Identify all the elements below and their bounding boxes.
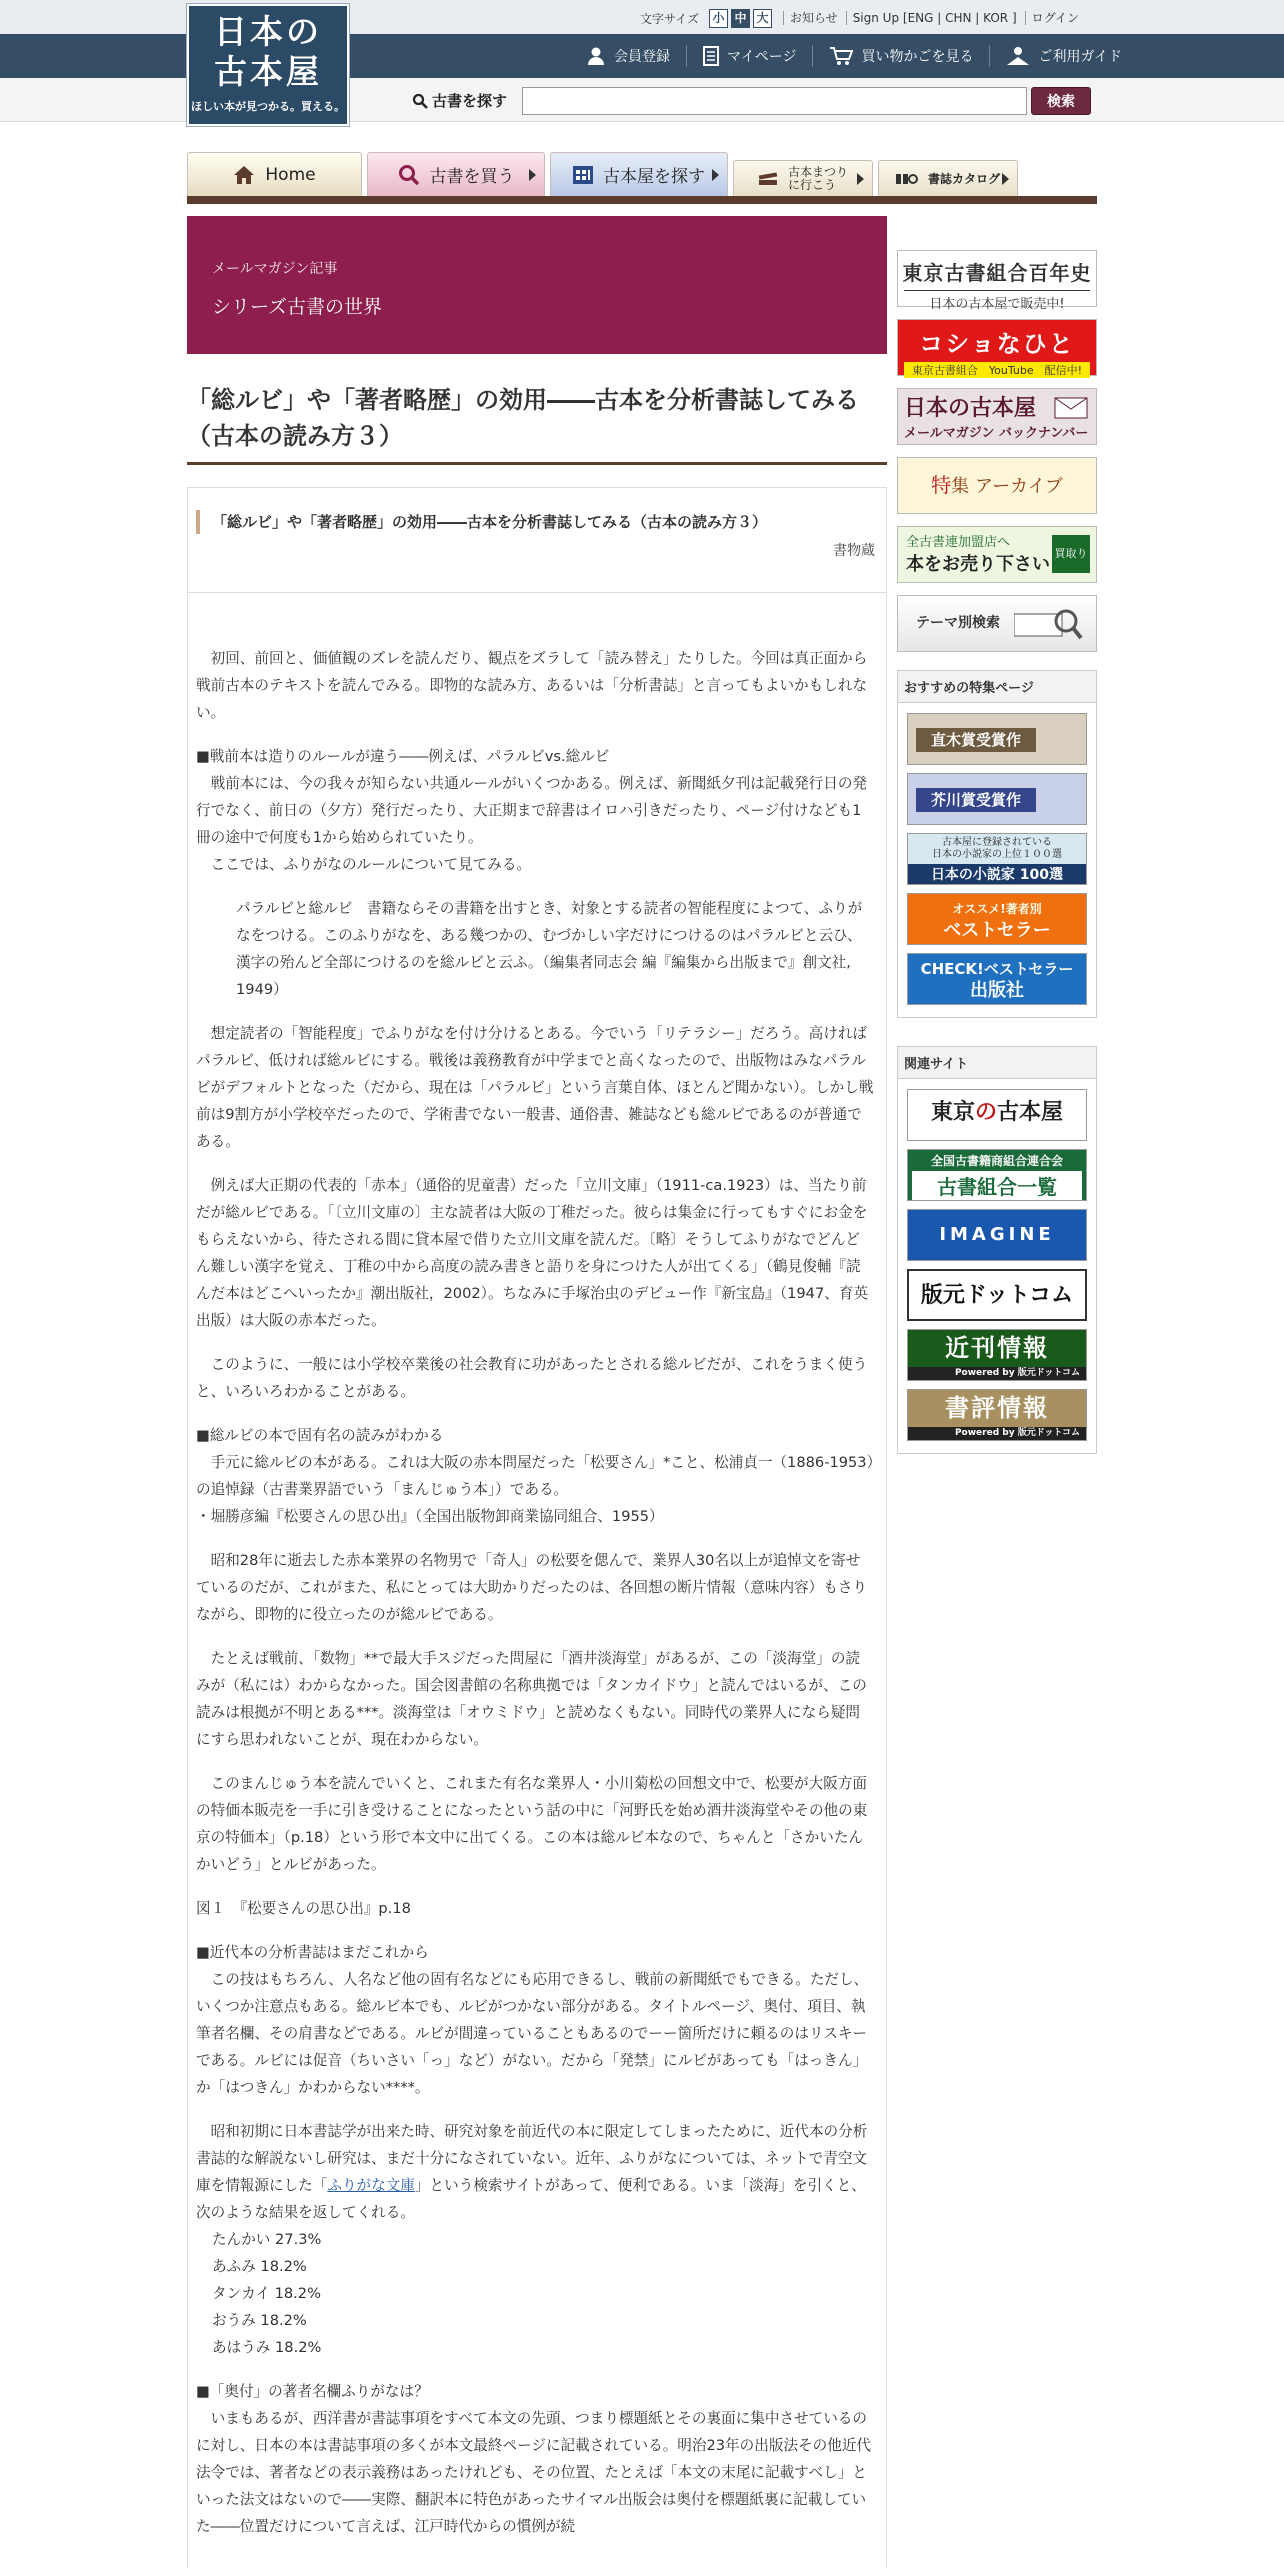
banner-text: 本をお売り下さい	[906, 554, 1050, 575]
magnifier-icon	[398, 164, 420, 186]
banner-text: 芥川賞受賞作	[916, 788, 1036, 812]
banner-text: 東京古書組合百年史	[902, 261, 1092, 285]
list-item: たんかい 27.3%	[212, 2231, 322, 2248]
paragraph: ここでは、ふりがなのルールについて見てみる。	[196, 856, 532, 873]
list-item: あふみ 18.2%	[212, 2258, 307, 2275]
banner-text: 版元ドットコム	[920, 1283, 1074, 1308]
paragraph: 想定読者の「智能程度」でふりがなを付け分けるとある。今でいう「リテラシー」だろう。高ければパラルビ、低ければ総ルビにする。戦後は義務教育が中学までと高くなったので、出版物はみなパラルビがデフォルトとなった（だから、現在は「パラルビ」という言葉自体、ほとんど聞かない）。しかし戦前は9割方が小学校卒だったので、学術書でない一般書、通俗書、雑誌なども総ルビであるのが普通である。	[196, 1025, 874, 1150]
logo-line1: 日本の	[214, 12, 322, 51]
banner-text: 特	[931, 473, 952, 497]
paragraph	[196, 2118, 874, 2226]
chevron-right-icon	[1002, 173, 1009, 185]
banner-text: CHECK!ベストセラー	[920, 960, 1074, 978]
mypage-link[interactable]	[687, 45, 813, 67]
banner-text: 書評情報	[945, 1393, 1049, 1422]
section-heading: ■「奥付」の著者名欄ふりがなは？	[196, 2383, 429, 2400]
chevron-right-icon	[529, 169, 536, 181]
section-block	[196, 1422, 874, 1530]
paragraph: このまんじゅう本を読んでいくと、これまた有名な業界人・小川菊松の回想文中で、松要が大阪方面の特価本販売を一手に引き受けることになったという話の中に「河野氏を始め酒井淡海堂やその他の東京の特価本」（p.18）という形で本文中に出てくる。この本は総ルビ本なので、ちゃんと「さかいたんかいどう」とルビがあった。	[196, 1775, 868, 1873]
banner-text: ベストセラー	[943, 920, 1051, 941]
figure-caption: 図１ 『松要さんの思ひ出』p.18	[196, 1900, 411, 1917]
font-size-small-button[interactable]: 小	[709, 9, 728, 28]
panel-heading: おすすめの特集ページ	[898, 671, 1096, 703]
paragraph: このように、一般には小学校卒業後の社会教育に功があったとされる総ルビだが、これをうまく使うと、いろいろわかることがある。	[196, 1356, 868, 1400]
search-button[interactable]: 検索	[1031, 87, 1091, 115]
tab-catalog-label: 書誌カタログ	[927, 172, 1000, 186]
banner-subtext: オススメ!著者別	[952, 902, 1042, 916]
article-body	[196, 645, 874, 2557]
font-size-label: 文字サイズ	[640, 11, 700, 26]
tab-buy-label: 古書を買う	[429, 167, 515, 187]
related-sites-panel	[897, 1046, 1097, 1454]
series-banner	[187, 216, 887, 354]
mypage-label: マイページ	[727, 49, 797, 65]
chevron-right-icon	[857, 173, 864, 185]
banner-text: コショなひと	[919, 330, 1075, 358]
guide-label: ご利用ガイド	[1038, 49, 1123, 65]
paragraph-text: 」という検索サイトがあって、便利である。いま「淡海」を引くと、次のような結果を返してくれる。	[196, 2177, 866, 2221]
guide-link[interactable]	[990, 45, 1138, 67]
title-divider	[187, 462, 887, 465]
grid-icon	[573, 166, 593, 184]
banner-mail-magazine[interactable]	[897, 388, 1097, 445]
paragraph: 初回、前回と、価値観のズレを読んだり、観点をズラして「読み替え」たりした。今回は真正面から戦前古本のテキストを読んでみる。即物的な読み方、あるいは「分析書誌」と言ってもよいかもしれない。	[196, 650, 868, 721]
section-heading: ■総ルビの本で固有名の読みがわかる	[196, 1427, 444, 1444]
tab-home-label: Home	[265, 164, 316, 185]
tab-matsuri-line1: 古本まつり	[787, 164, 848, 179]
envelope-icon	[1054, 397, 1088, 419]
member-nav	[570, 34, 1138, 78]
paragraph-text: 昭和初期に日本書誌学が出来た時、研究対象を前近代の本に限定してしまったために、近代本の分析書誌的な解説ないし研究は、まだ十分になされていない。近年、ふりがなについては、ネットで青空文庫を情報源にした「	[196, 2123, 868, 2194]
banner-text: 直木賞受賞作	[916, 728, 1036, 752]
paragraph: 手元に総ルビの本がある。これは大阪の赤本問屋だった「松要さん」*こと、松浦貞一（1886-1953）の追悼録（古書業界語でいう「まんじゅう本」）である。	[196, 1454, 874, 1498]
banner-text: 古本屋	[997, 1099, 1064, 1125]
kaitori-badge: 買取り	[1052, 535, 1090, 573]
home-icon	[233, 165, 255, 185]
banner-text: 出版社	[970, 980, 1024, 1001]
subtitle-divider	[188, 592, 886, 593]
recommended-features-panel	[897, 670, 1097, 1018]
tab-matsuri-label	[788, 166, 848, 192]
banner-publisher-bestsellers[interactable]	[907, 953, 1087, 1005]
link-kinkan-info[interactable]	[907, 1329, 1087, 1381]
magnifier-icon	[1014, 606, 1084, 642]
panel-heading: 関連サイト	[898, 1047, 1096, 1079]
guide-icon	[1006, 46, 1030, 66]
section-heading: ■戦前本は造りのルールが違う――例えば、パラルビvs.総ルビ	[196, 748, 610, 765]
paragraph: 昭和28年に逝去した赤本業界の名物男で「奇人」の松要を偲んで、業界人30名以上が追悼文を寄せているのだが、これがまた、私にとっては大助かりだったのは、各回想の断片情報（意味内容）もさりながら、即物的に役立ったのが総ルビである。	[196, 1552, 868, 1623]
cart-icon	[829, 46, 853, 66]
article-subtitle: 「総ルビ」や「著者略歴」の効用――古本を分析書誌してみる（古本の読み方３）	[196, 510, 876, 534]
document-icon	[703, 46, 719, 66]
powered-by-text: Powered by 版元ドットコム	[908, 1367, 1086, 1380]
banner-text: 集	[951, 476, 970, 497]
banner-text: テーマ別検索	[916, 615, 1000, 631]
section-heading: ■近代本の分析書誌はまだこれから	[196, 1944, 429, 1961]
banner-subtext: 東京古書組合 YouTube 配信中!	[904, 362, 1090, 378]
banner-text: の	[974, 1099, 997, 1125]
tab-matsuri-line2: に行こう	[787, 177, 836, 192]
nav-underline	[187, 196, 1097, 204]
paragraph: 例えば大正期の代表的「赤本」（通俗的児童書）だった「立川文庫」（1911-ca.1923）は、当たり前だが総ルビである。「〔立川文庫の〕主な読者は大阪の丁稚だった。彼らは集金に行ってもすぐにお金をもらえないから、待たされる間に貸本屋で借りた立川文庫を読んだ。〔略〕そうしてふりがなでどんどん難しい漢字を覚え、丁稚の中から高度の読み書きと語りを身につけた人が出てくる」（鶴見俊輔『読んだ本はどこへいったか』潮出版社，2002）。ちなみに手塚治虫のデビュー作『新宝島』（1947、育英出版）は大阪の赤本だった。	[196, 1177, 869, 1329]
paragraph: いまもあるが、西洋書が書誌事項をすべて本文の先頭、つまり標題紙とその裏面に集中させているのに対し、日本の本は書誌事項の多くが本文最終ページに記載されている。明治23年の出版法その他近代法令では、著者などの表示義務はあったけれども、その位置、たとえば「本文の末尾に記載すべし」といった法文はないので――実際、翻訳本に特色があったサイマル出版会は奥付を標題紙裏に記載していた――位置だけについて言えば、江戸時代からの慣例が続	[196, 2410, 872, 2535]
paragraph: 戦前本には、今の我々が知らない共通ルールがいくつかある。例えば、新聞紙夕刊は記載発行日の発行でなく、前日の（夕方）発行だったり、大正期まで辞書はイロハ引きだったり、ページ付けなども1冊の途中で何度も1から始められていたり。	[196, 775, 868, 846]
tab-catalog[interactable]	[878, 160, 1018, 196]
news-link[interactable]: お知らせ	[783, 11, 838, 25]
tab-matsuri[interactable]	[733, 160, 873, 196]
banner-akutagawa-prize[interactable]	[907, 773, 1087, 825]
paragraph: たとえば戦前、「数物」**で最大手スジだった問屋に「酒井淡海堂」があるが、この「淡海堂」の読みが（私には）わからなかった。国会図書館の名称典拠では「タンカイドウ」と読んではいるが、この読みは根拠が不明とある***。淡海堂は「オウミドウ」と読めなくもない。同時代の業界人になら疑問にすら思われないことが、現在わからない。	[196, 1650, 867, 1748]
utility-links	[640, 8, 1079, 28]
search-results-list	[196, 2226, 874, 2361]
books-icon	[758, 171, 778, 187]
list-item: おうみ 18.2%	[212, 2312, 307, 2329]
section-block	[196, 2378, 874, 2540]
banner-text: 全古書連加盟店へ	[906, 535, 1011, 550]
font-size-large-button[interactable]: 大	[753, 9, 772, 28]
register-label: 会員登録	[614, 49, 670, 65]
banner-theme-search[interactable]	[897, 595, 1097, 652]
login-link[interactable]: ログイン	[1025, 11, 1079, 25]
citation: ・堀勝彦編『松要さんの思ひ出』（全国出版物卸商業協同組合、1955）	[196, 1508, 664, 1525]
list-item: タンカイ 18.2%	[212, 2285, 321, 2302]
cart-label: 買い物かごを見る	[861, 49, 974, 65]
section-block	[196, 1939, 874, 2101]
banner-subtext: 古本屋に登録されている	[942, 837, 1052, 848]
chevron-right-icon	[712, 169, 719, 181]
font-size-medium-button[interactable]: 中	[731, 9, 750, 28]
section-block	[196, 743, 874, 878]
banner-subtext: 日本の古本屋で販売中!	[904, 290, 1090, 312]
tab-shop-label: 古本屋を探す	[603, 167, 705, 187]
series-kicker: メールマガジン記事	[212, 261, 338, 277]
cart-link[interactable]	[813, 45, 990, 67]
banner-text: 近刊情報	[945, 1333, 1049, 1362]
series-title: シリーズ古書の世界	[212, 296, 383, 318]
link-kosho-kumiai[interactable]	[907, 1149, 1087, 1201]
banner-text: 日本の小説家 100選	[908, 864, 1086, 884]
logo-tagline: ほしい本が見つかる。買える。	[191, 100, 345, 113]
tab-buy[interactable]	[367, 152, 545, 196]
banner-koshona-hito[interactable]	[897, 319, 1097, 376]
banner-text: IMAGINE	[939, 1224, 1055, 1245]
sidebar	[897, 250, 1097, 1468]
banner-text: アーカイブ	[969, 476, 1063, 497]
global-nav	[187, 152, 1097, 204]
tab-shop[interactable]	[550, 152, 728, 196]
tab-home[interactable]	[187, 152, 362, 196]
banner-subtext: 日本の小説家の上位１００選	[932, 849, 1062, 860]
article-title: 「総ルビ」や「著者略歴」の効用――古本を分析書誌してみる（古本の読み方３）	[187, 386, 859, 450]
banner-text: 古書組合一覧	[912, 1171, 1082, 1200]
user-icon	[586, 46, 606, 66]
link-imagine[interactable]	[907, 1209, 1087, 1261]
link-shohyo-info[interactable]	[907, 1389, 1087, 1441]
banner-subtext: 全国古書籍商組合連合会	[930, 1154, 1063, 1168]
quote: パラルビと総ルビ 書籍ならその書籍を出すとき、対象とする読者の智能程度によつて、ふりがなをつける。このふりがなを、ある幾つかの、むづかしい字だけにつけるのはパラルビと云ひ、漢字の殆んど全部につけるのを総ルビと云ふ。（編集者同志会 編『編集から出版まで』創文社, 1949）	[236, 900, 863, 998]
powered-by-text: Powered by 版元ドットコム	[908, 1427, 1086, 1440]
logo-line2: 古本屋	[214, 52, 322, 91]
signup-link[interactable]: Sign Up [ENG | CHN | KOR ]	[846, 11, 1017, 25]
banner-100-year-history[interactable]	[897, 250, 1097, 312]
site-logo[interactable]	[187, 4, 349, 126]
banner-feature-archive[interactable]	[897, 457, 1097, 514]
register-link[interactable]	[570, 45, 687, 67]
search-label-text: 古書を探す	[432, 92, 508, 110]
list-item: あはうみ 18.2%	[212, 2339, 322, 2356]
banner-top100-novelists[interactable]	[907, 833, 1087, 885]
paragraph: この技はもちろん、人名など他の固有名などにも応用できるし、戦前の新聞紙でもできる。ただし、いくつか注意点もある。総ルビ本でも、ルビがつかない部分がある。タイトルページ、奥付、項目、執筆者名欄、その肩書などである。ルビが間違っていることもあるのでーー箇所だけに頼るのはリスキーである。ルビには促音（ちいさい「っ」など）がない。だから「発禁」にルビがあっても「はっきん」か「はつきん」かわからない****。	[196, 1971, 869, 2096]
search-input[interactable]	[522, 87, 1027, 115]
banner-naoki-prize[interactable]	[907, 713, 1087, 765]
search-icon	[412, 93, 428, 109]
banner-sell-books[interactable]	[897, 526, 1097, 583]
catalog-icon	[896, 172, 918, 186]
banner-text: 東京	[930, 1099, 975, 1125]
banner-author-bestsellers[interactable]	[907, 893, 1087, 945]
link-tokyo-kosho[interactable]	[907, 1089, 1087, 1141]
article-author: 書物蔵	[833, 543, 875, 559]
search-label	[412, 90, 507, 111]
banner-subtext: メールマガジン バックナンバー	[904, 426, 1089, 441]
banner-text: 日本の古本屋	[904, 395, 1037, 421]
link-hanmoto[interactable]	[907, 1269, 1087, 1321]
furigana-bunko-link[interactable]: ふりがな文庫	[327, 2177, 415, 2194]
